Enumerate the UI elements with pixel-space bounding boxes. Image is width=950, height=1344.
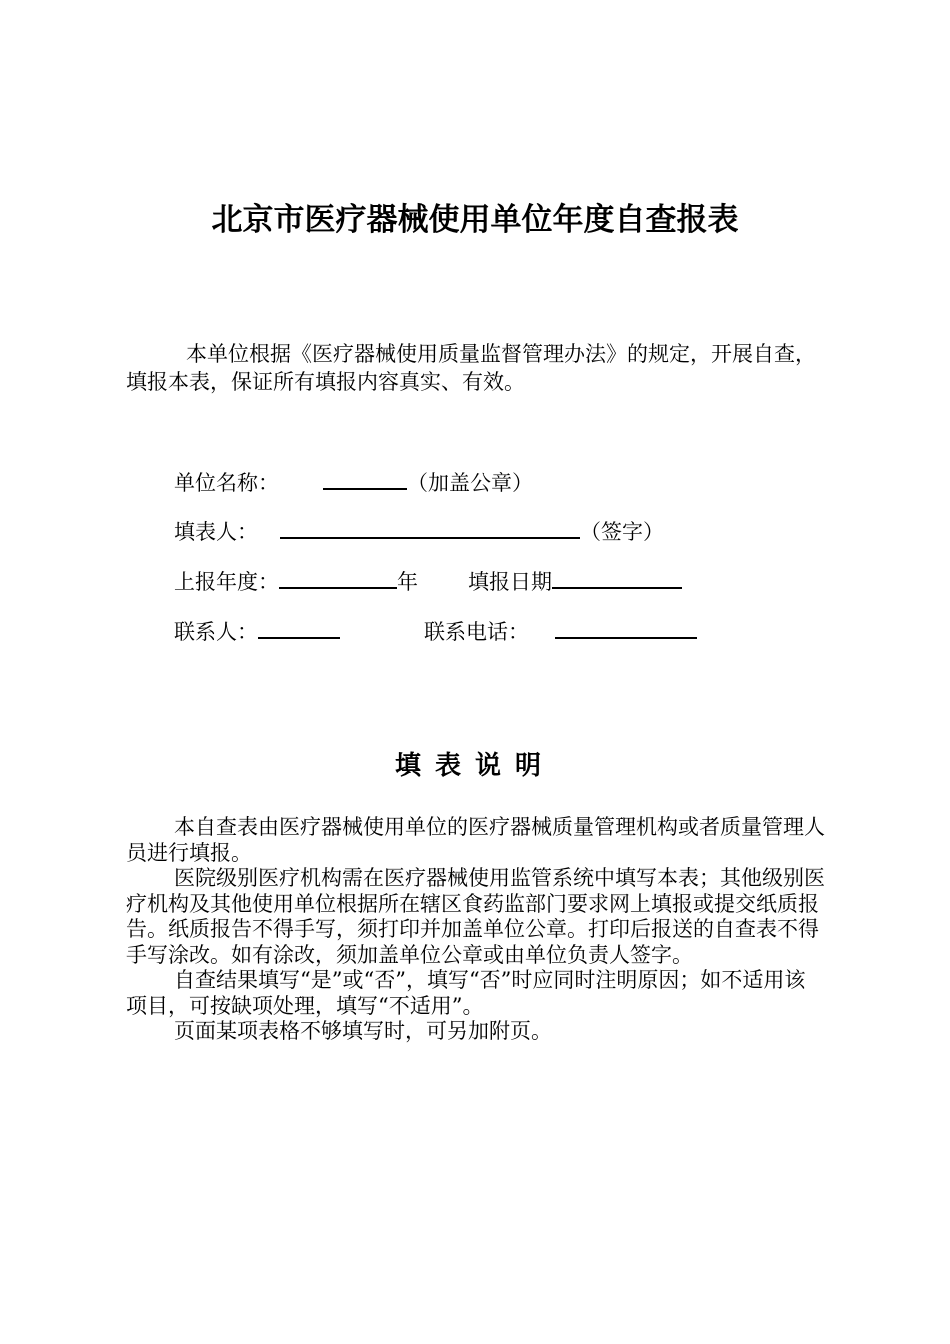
year-label: 上报年度：: [174, 570, 279, 594]
instructions-heading: 填表说明: [394, 751, 555, 781]
intro-statement: [126, 340, 816, 396]
phone-label: 联系电话：: [424, 620, 529, 644]
instructions-body: [126, 815, 826, 1045]
instruction-paragraph: 本自查表由医疗器械使用单位的医疗器械质量管理机构或者质量管理人员进行填报。: [126, 815, 825, 865]
year-date-row: [174, 565, 682, 597]
document-title: 北京市医疗器械使用单位年度自查报表: [211, 202, 739, 238]
filler-blank[interactable]: [280, 515, 580, 539]
year-blank[interactable]: [279, 565, 397, 589]
intro-text: 本单位根据《医疗器械使用质量监督管理办法》的规定，开展自查，填报本表，保证所有填报内容真实、有效。: [126, 342, 816, 394]
instruction-paragraph: 自查结果填写“是”或“否”，填写“否”时应同时注明原因；如不适用该项目，可按缺项处理，填写“不适用”。: [126, 968, 806, 1018]
contact-blank[interactable]: [258, 615, 340, 639]
year-suffix: 年: [397, 570, 418, 594]
phone-blank[interactable]: [555, 615, 697, 639]
instruction-paragraph: 页面某项表格不够填写时，可另加附页。: [174, 1019, 552, 1043]
unit-name-blank[interactable]: [323, 466, 407, 490]
unit-name-row: [174, 466, 533, 498]
unit-name-label: 单位名称：: [174, 471, 279, 495]
filler-row: [174, 515, 664, 547]
contact-row: [174, 615, 697, 647]
unit-name-note: （加盖公章）: [407, 471, 533, 495]
filler-label: 填表人：: [174, 520, 258, 544]
contact-label: 联系人：: [174, 620, 258, 644]
instruction-paragraph: 医院级别医疗机构需在医疗器械使用监管系统中填写本表；其他级别医疗机构及其他使用单位根据所在辖区食药监部门要求网上填报或提交纸质报告。纸质报告不得手写，须打印并加盖单位公章。打印后报送的自查表不得手写涂改。如有涂改，须加盖单位公章或由单位负责人签字。: [126, 866, 825, 967]
date-blank[interactable]: [552, 565, 682, 589]
filler-note: （签字）: [580, 520, 664, 544]
date-label: 填报日期: [468, 570, 552, 594]
